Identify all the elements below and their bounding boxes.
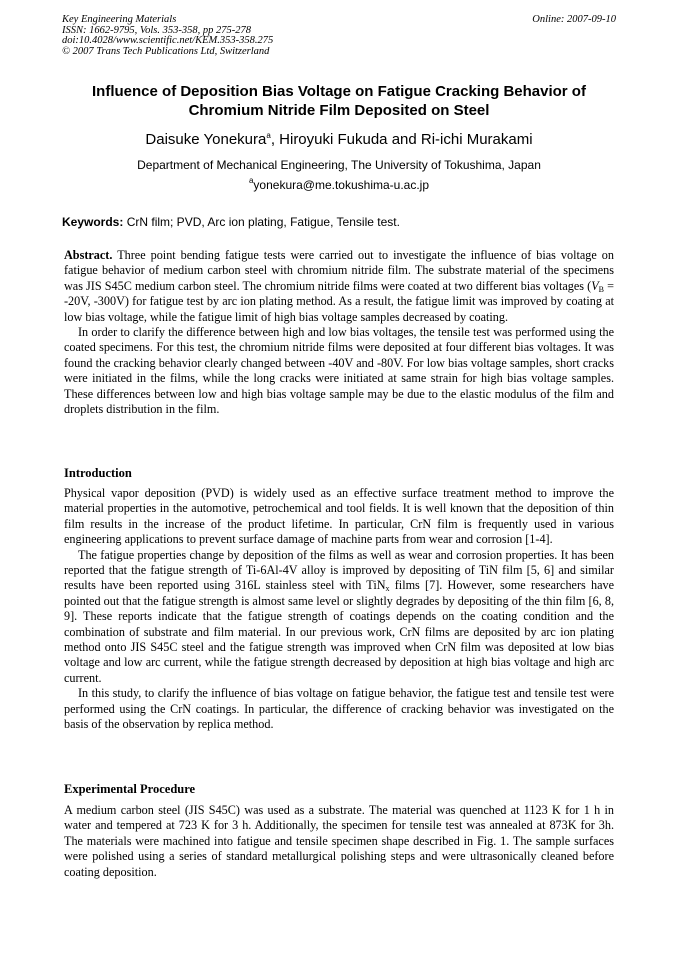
abstract-label: Abstract. [64, 248, 113, 262]
title-line-1: Influence of Deposition Bias Voltage on Fatigue Cracking Behavior of [92, 83, 586, 100]
intro-p2-text-b: films [7]. However, some researchers have pointed out that the fatigue strength is almost same level or slightly degrades by depositing of the thin film [6, 8, 9]. These reports indicate that the fatigue strength of coatings depends on the coating condition and the combination of substrate and film material. In our previous work, CrN films are deposited by arc ion plating method onto JIS S45C steel and the fatigue strength was improved when CrN film was deposited at low bias voltage and low arc current, while the fatigue strength decreased by deposition at high bias voltage and high arc current. [64, 578, 614, 685]
keywords [62, 215, 616, 230]
abstract-paragraph-2: In order to clarify the difference between high and low bias voltages, the tensile test was performed using the coated specimens. For this test, the chromium nitride films were deposited at four different bias voltages. It was found the cracking behavior clearly changed between -40V and -80V. For low bias voltage samples, short cracks were initiated in the films, while the long cracks were initiated at same strain for high bias voltage samples. These differences between low and high bias voltage sample may be due to the elastic modulus of the film and droplets distribution in the film. [64, 325, 614, 417]
section-heading-experimental: Experimental Procedure [64, 782, 196, 796]
intro-paragraph-2 [64, 548, 614, 687]
affiliation: Department of Mechanical Engineering, The University of Tokushima, Japan [137, 158, 541, 172]
journal-name: Key Engineering Materials [62, 14, 177, 25]
keywords-text: CrN film; PVD, Arc ion plating, Fatigue, Tensile test. [123, 215, 400, 229]
bias-voltage-subscript: B [598, 284, 605, 294]
abstract-paragraph-1 [64, 248, 614, 325]
journal-header [62, 15, 616, 57]
intro-p2-text-a: The fatigue properties change by deposition of the films as well as wear and corrosion properties. It has been reported that the fatigue strength of Ti-6Al-4V alloy is improved by depositing of TiN film [5, 6] and similar results have been reported using 316L stainless steel with TiN [64, 547, 614, 593]
author-list [62, 130, 616, 149]
section-heading-introduction: Introduction [64, 466, 132, 480]
title-line-2: Chromium Nitride Film Deposited on Steel [188, 102, 490, 119]
copyright-line: © 2007 Trans Tech Publications Ltd, Switzerland [62, 45, 270, 57]
abstract-section [64, 248, 614, 417]
online-date: Online: 2007-09-10 [532, 14, 616, 25]
experimental-section [64, 803, 614, 880]
author-email [62, 178, 616, 193]
abstract-text-a: Three point bending fatigue tests were carried out to investigate the influence of bias voltage on fatigue behavior of medium carbon steel with chromium nitride film. The substrate material of the specimens was JIS S45C medium carbon steel. The chromium nitride films were coated at two different bias voltages ( [64, 248, 614, 293]
tinx-subscript: x [385, 584, 390, 594]
experimental-paragraph-1: A medium carbon steel (JIS S45C) was used as a substrate. The material was quenched at 1123 K for 1 h in water and tempered at 723 K for 3 h. Additionally, the specimen for tensile test was annealed at 873K for 3h. The materials were machined into fatigue and tensile specimen shape described in Fig. 1. The sample surfaces were polished using a series of standard metallurgical polishing steps and were ultrasonically cleaned before coating deposition. [64, 803, 614, 879]
doi-line: doi:10.4028/www.scientific.net/KEM.353-358.275 [62, 35, 274, 46]
issn-line: ISSN: 1662-9795, Vols. 353-358, pp 275-278 [62, 24, 251, 36]
intro-paragraph-1: Physical vapor deposition (PVD) is widely used as an effective surface treatment method to improve the material properties in the automotive, petrochemical and tool fields. It is well known that the deposition of thin film results in the increase of the product lifetime. In particular, CrN film is frequently used in various engineering applications to prevent surface damage of machine parts from wear and corrosion [1-4]. [64, 486, 614, 547]
author-1-superscript: a [266, 131, 271, 140]
author-1: Daisuke Yonekura [145, 131, 267, 148]
abstract-text-b: = -20V, -300V) for fatigue test by arc ion plating method. As a result, the fatigue limit was improved by coating at low bias voltage, while the fatigue limit of high bias voltage samples decreased by coating. [64, 278, 614, 324]
intro-paragraph-3: In this study, to clarify the influence of bias voltage on fatigue behavior, the fatigue test and tensile test were performed using the CrN coatings. In particular, the difference of cracking behavior was investigated on the basis of the observation by replica method. [64, 686, 614, 732]
keywords-label: Keywords: [62, 215, 124, 229]
paper-title [62, 82, 616, 120]
email-address: yonekura@me.tokushima-u.ac.jp [253, 178, 430, 192]
bias-voltage-symbol: V [591, 278, 599, 293]
introduction-section [64, 486, 614, 733]
other-authors: , Hiroyuki Fukuda and Ri-ichi Murakami [270, 131, 533, 148]
email-superscript: a [248, 176, 254, 185]
